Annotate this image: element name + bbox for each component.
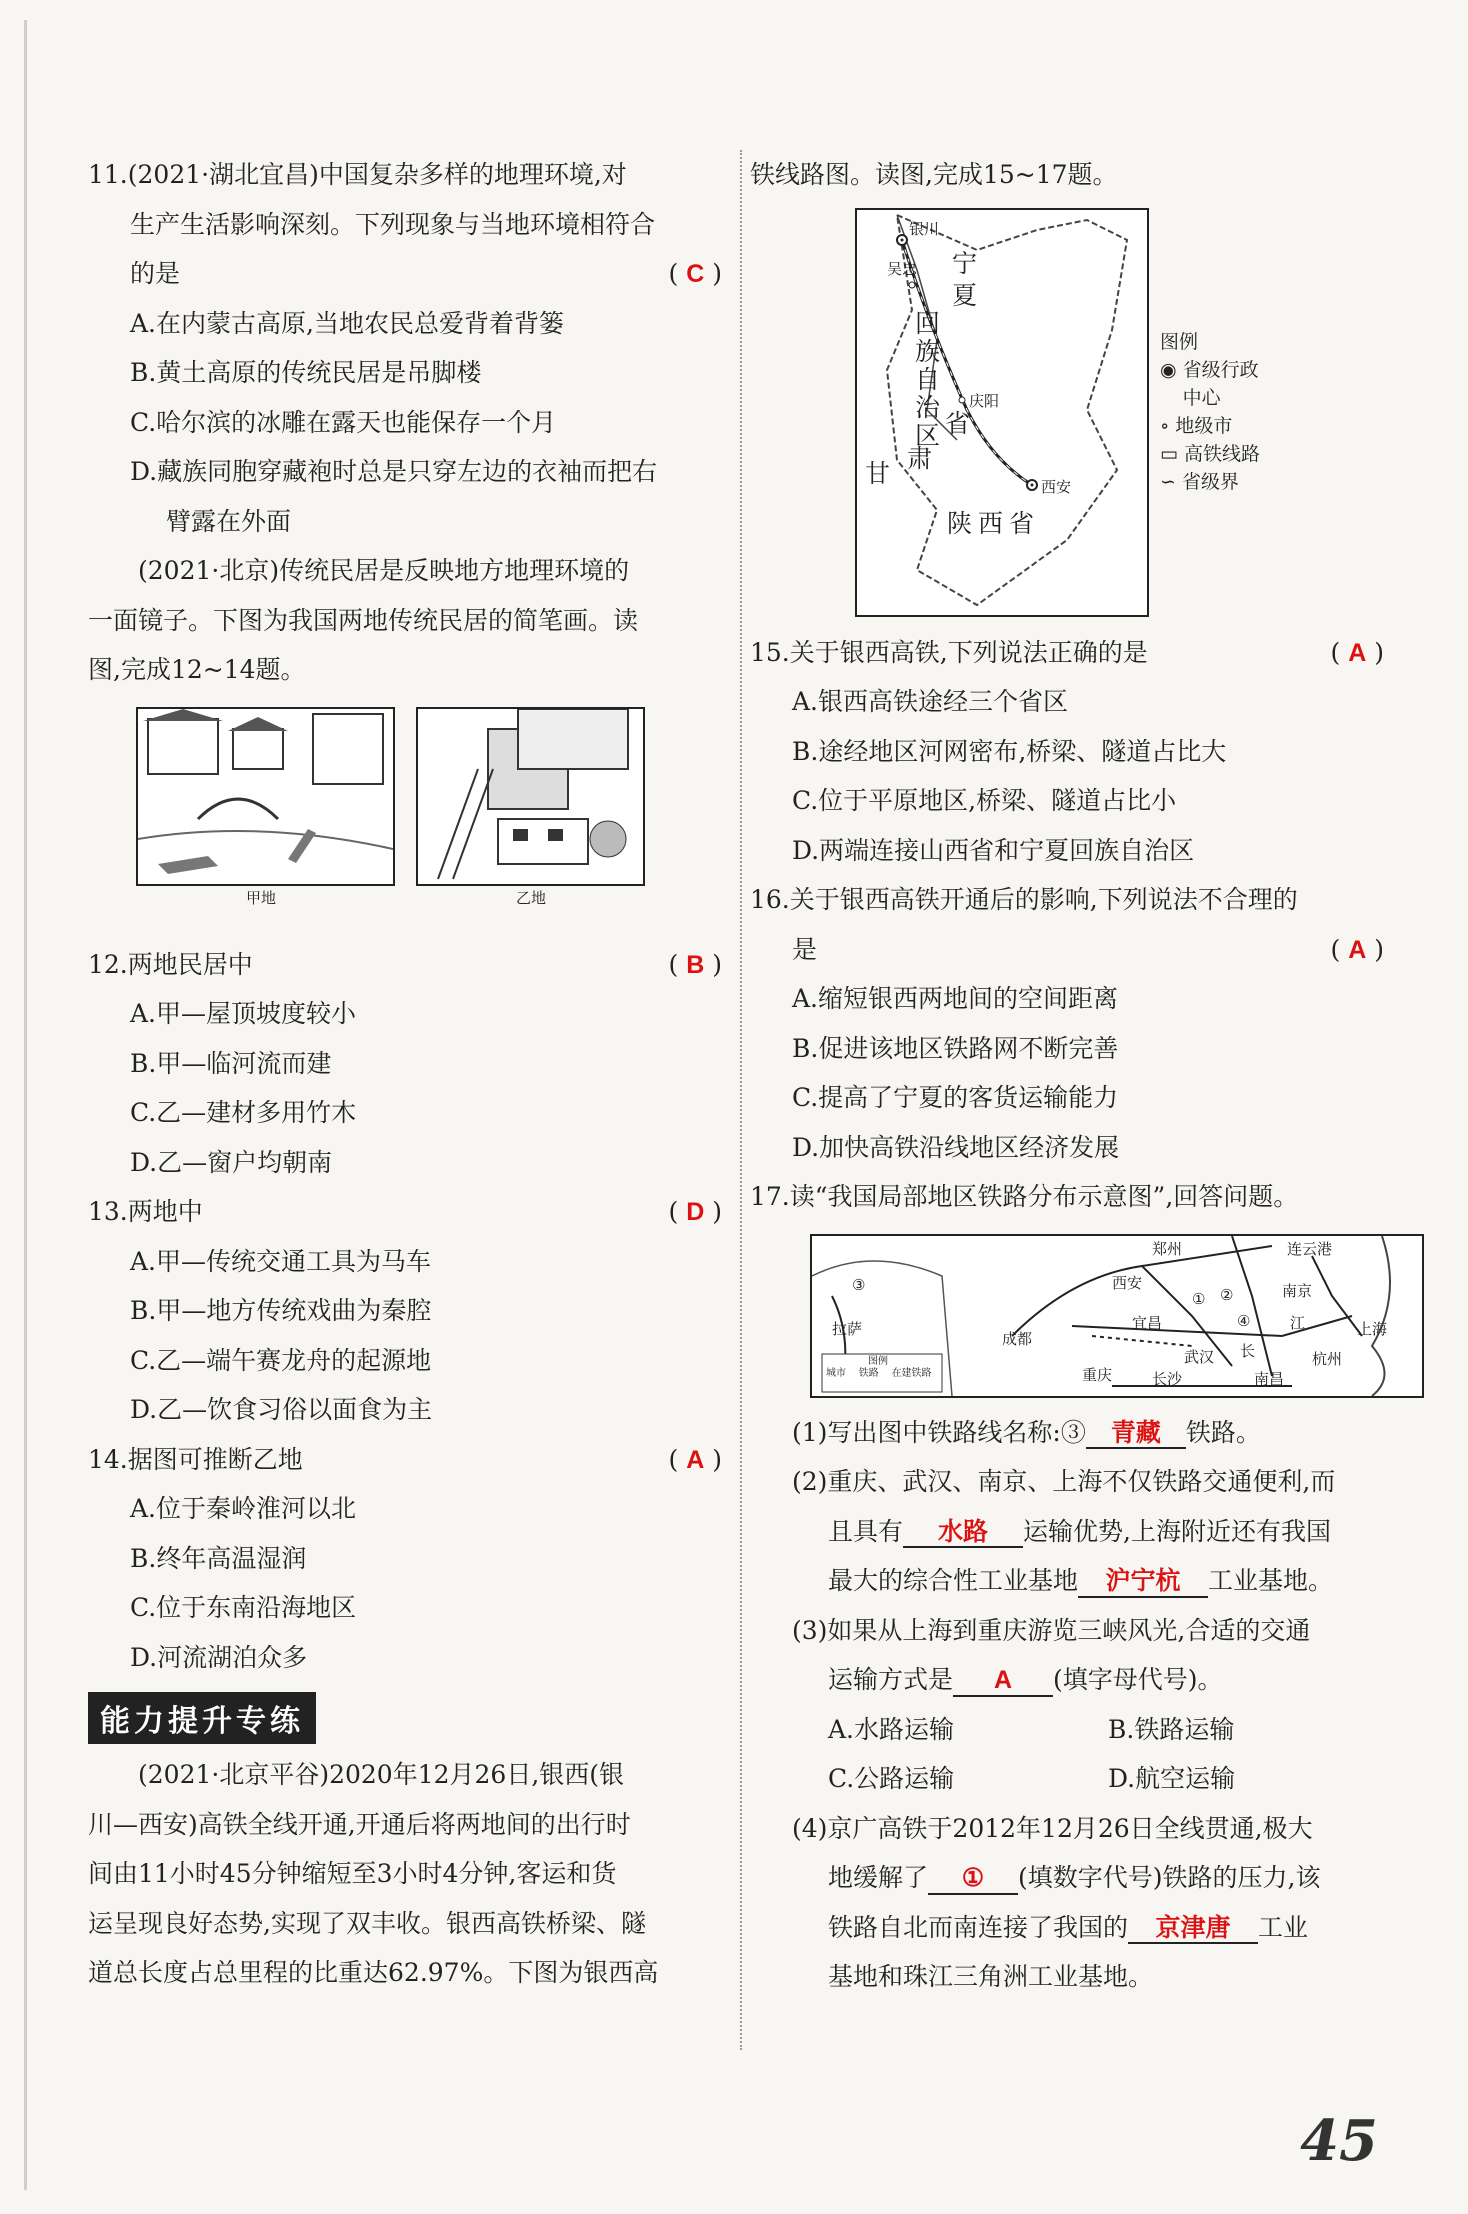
rail-legend-title: 图例 [868, 1355, 888, 1367]
q11-option: C.哈尔滨的冰雕在露天也能保存一个月 [130, 407, 557, 437]
intro15-cont: 铁线路图。读图,完成15~17题。 [750, 160, 1118, 189]
rail-number: ③ [852, 1276, 866, 1294]
figure-label-jia: 甲地 [246, 889, 277, 907]
q17-text: 铁路自北而南连接了我国的 [828, 1912, 1129, 1942]
q17-text: 铁路。 [1185, 1417, 1261, 1447]
intro12-line: 图,完成12~14题。 [88, 655, 306, 684]
q11-option: B.黄土高原的传统民居是吊脚楼 [130, 358, 482, 387]
rail-legend [826, 1356, 932, 1380]
map-region: 陕西省 [947, 508, 1041, 538]
q17-part3-options [750, 1705, 1390, 1755]
map-region: 回 [915, 308, 941, 338]
yinxi-map-legend [1160, 328, 1263, 496]
q16-option: C.提高了宁夏的客货运输能力 [792, 1083, 1119, 1112]
rail-place: 连云港 [1287, 1240, 1333, 1258]
intro15-line: 间由11小时45分钟缩短至3小时4分钟,客运和货 [88, 1859, 617, 1888]
q17-stem: 17.读“我国局部地区铁路分布示意图”,回答问题。 [750, 1182, 1299, 1211]
legend-item [1160, 356, 1263, 412]
q17-part4 [750, 1853, 1390, 1903]
page-edge [24, 20, 27, 2190]
map-place: 吴忠 [887, 260, 918, 278]
q17-part4 [750, 1903, 1390, 1953]
map-region: 甘 [865, 458, 891, 488]
q12-option: C.乙—建材多用竹木 [130, 1098, 357, 1127]
legend-item [1160, 468, 1263, 496]
q14-stem [88, 1435, 728, 1485]
jia-sketch [138, 709, 393, 884]
legend-label: 高铁线路 [1184, 442, 1261, 465]
q17-part2 [750, 1507, 1390, 1557]
q17-part2: (2)重庆、武汉、南京、上海不仅铁路交通便利,而 [792, 1467, 1336, 1496]
q14-stem-text: 14.据图可推断乙地 [88, 1444, 303, 1474]
q11-option: A.在内蒙古高原,当地农民总爱背着背篓 [130, 308, 564, 338]
map-region: 区 [915, 420, 941, 450]
houses-figure [136, 707, 728, 932]
answer-paren: ( D ) [668, 1197, 722, 1226]
q17-text: 地缓解了 [828, 1863, 929, 1892]
q17-part3-options [750, 1754, 1390, 1804]
intro15-line: 道总长度占总里程的比重达62.97%。下图为银西高 [88, 1958, 659, 1987]
q17-fill: 京津唐 [1128, 1915, 1258, 1945]
q15-option: A.银西高铁途经三个省区 [792, 687, 1069, 716]
map-region: 肃 [907, 443, 933, 473]
yinxi-map-figure [750, 208, 1390, 628]
rail-place: 上海 [1357, 1320, 1388, 1338]
q16-stem: 16.关于银西高铁开通后的影响,下列说法不合理的 [750, 885, 1298, 914]
q13-stem-text: 13.两地中 [88, 1197, 203, 1226]
q17-text: 工业基地。 [1208, 1566, 1334, 1595]
figure-jia [136, 707, 395, 886]
q14-option: A.位于秦岭淮河以北 [130, 1494, 357, 1523]
q17-part1 [750, 1408, 1390, 1458]
capital-icon: ◉ [1160, 358, 1183, 381]
q13-answer: D [686, 1198, 705, 1226]
rail-legend-item: 在建铁路 [891, 1367, 932, 1379]
rail-place: 南昌 [1254, 1370, 1285, 1388]
q17-text: 运输优势,上海附近还有我国 [1023, 1516, 1331, 1546]
q16-option: B.促进该地区铁路网不断完善 [792, 1033, 1119, 1063]
q17-text: 且具有 [828, 1516, 904, 1546]
q16-option: A.缩短银西两地间的空间距离 [792, 984, 1119, 1013]
q11-line: 生产生活影响深刻。下列现象与当地环境相符合 [130, 209, 656, 239]
rail-legend-item: 城市 [826, 1367, 846, 1379]
q12-stem [88, 940, 728, 990]
q11-line-text: 的是 [130, 259, 181, 288]
rail-place: 长沙 [1152, 1370, 1183, 1388]
q17-text: 运输方式是 [828, 1665, 954, 1694]
answer-paren: ( A ) [668, 1444, 722, 1474]
answer-paren: ( C ) [668, 259, 722, 288]
q17-option: C.公路运输 [828, 1764, 955, 1793]
q14-option: B.终年高温湿润 [130, 1543, 307, 1573]
intro12-line: (2021·北京)传统民居是反映地方地理环境的 [138, 556, 630, 585]
q15-option: C.位于平原地区,桥梁、隧道占比小 [792, 786, 1177, 815]
rail-number: ② [1220, 1286, 1234, 1304]
q17-option: D.航空运输 [1108, 1764, 1236, 1793]
q13-stem [88, 1187, 728, 1237]
rail-place: 宜昌 [1132, 1314, 1163, 1332]
q17-text: (1)写出图中铁路线名称:③ [792, 1417, 1086, 1447]
map-region: 自 [915, 364, 941, 394]
rail-place: 杭州 [1312, 1350, 1343, 1368]
q11-option-cont: 臂露在外面 [166, 506, 292, 536]
q15-stem [750, 628, 1390, 678]
legend-label: 省级行政中心 [1182, 358, 1259, 409]
q17-part4: 基地和珠江三角洲工业基地。 [828, 1962, 1154, 1991]
q17-fill: A [953, 1667, 1053, 1697]
q17-fill: 青藏 [1086, 1420, 1186, 1450]
railway-map [810, 1234, 1424, 1398]
rail-number: ① [1192, 1290, 1206, 1308]
map-place: 银川 [909, 220, 940, 238]
q17-part3: (3)如果从上海到重庆游览三峡风光,合适的交通 [792, 1615, 1311, 1645]
legend-item [1160, 440, 1263, 468]
q13-option: A.甲—传统交通工具为马车 [130, 1246, 432, 1276]
map-place: 西安 [1041, 478, 1072, 496]
q13-option: D.乙—饮食习俗以面食为主 [130, 1395, 433, 1424]
right-column [750, 150, 1390, 2002]
boundary-icon: ∽ [1160, 470, 1182, 493]
legend-title: 图例 [1160, 330, 1199, 353]
map-place: 庆阳 [969, 392, 1000, 410]
map-region: 族 [915, 336, 941, 366]
answer-paren: ( B ) [668, 949, 722, 979]
rail-place: 成都 [1002, 1330, 1033, 1348]
map-region: 宁 [952, 248, 978, 278]
figure-yi [416, 707, 645, 886]
q17-part4: (4)京广高铁于2012年12月26日全线贯通,极大 [792, 1813, 1313, 1843]
q17-text: 最大的综合性工业基地 [828, 1566, 1079, 1595]
q17-fill: 水路 [903, 1519, 1023, 1549]
q12-answer: B [686, 950, 705, 979]
q13-option: B.甲—地方传统戏曲为秦腔 [130, 1296, 432, 1325]
q11-line [88, 249, 728, 299]
q17-option: B.铁路运输 [1108, 1714, 1235, 1744]
intro12-line: 一面镜子。下图为我国两地传统民居的简笔画。读 [88, 605, 639, 635]
legend-label: 地级市 [1175, 414, 1233, 437]
left-column [88, 150, 728, 1998]
q16-stem [750, 925, 1390, 975]
column-divider [740, 150, 744, 2050]
rail-place: 江 [1290, 1314, 1306, 1332]
q12-stem-text: 12.两地民居中 [88, 949, 253, 979]
q17-text: (填数字代号)铁路的压力,该 [1018, 1863, 1321, 1892]
intro15-line: 川—西安)高铁全线开通,开通后将两地间的出行时 [88, 1809, 631, 1839]
q15-option: B.途经地区河网密布,桥梁、隧道占比大 [792, 736, 1227, 766]
q14-option: C.位于东南沿海地区 [130, 1593, 357, 1622]
rail-place: 长 [1240, 1342, 1256, 1360]
legend-item [1160, 412, 1263, 440]
q14-option: D.河流湖泊众多 [130, 1642, 308, 1672]
page-number: 45 [1300, 2108, 1378, 2174]
map-region: 夏 [952, 280, 978, 310]
q16-option: D.加快高铁沿线地区经济发展 [792, 1132, 1120, 1162]
yi-sketch [418, 709, 643, 884]
q17-option: A.水路运输 [828, 1714, 955, 1744]
answer-paren: ( A ) [1330, 637, 1384, 667]
yinxi-map [855, 208, 1149, 617]
q16-stem-text: 是 [792, 934, 818, 964]
q11-option: D.藏族同胞穿藏袍时总是只穿左边的衣袖而把右 [130, 457, 658, 486]
map-region: 省 [945, 408, 971, 438]
figure-label-yi: 乙地 [516, 889, 547, 907]
q16-answer: A [1348, 935, 1367, 964]
q14-answer: A [686, 1445, 705, 1474]
rail-legend-item: 铁路 [858, 1367, 879, 1379]
q15-stem-text: 15.关于银西高铁,下列说法正确的是 [750, 637, 1148, 667]
rail-place: 重庆 [1082, 1366, 1113, 1384]
city-icon: ∘ [1160, 414, 1176, 437]
rail-place: 武汉 [1184, 1348, 1215, 1366]
railway-icon: ▭ [1160, 442, 1184, 465]
q17-part3 [750, 1655, 1390, 1705]
map-region: 治 [915, 392, 941, 422]
q15-option: D.两端连接山西省和宁夏回族自治区 [792, 835, 1195, 865]
q11-line: 11.(2021·湖北宜昌)中国复杂多样的地理环境,对 [88, 160, 627, 189]
q17-fill: ① [928, 1865, 1018, 1895]
rail-place: 拉萨 [832, 1320, 863, 1338]
q17-fill: 沪宁杭 [1078, 1568, 1208, 1598]
q17-part2 [750, 1556, 1390, 1606]
q17-text: (填字母代号)。 [1053, 1665, 1223, 1694]
section-title: 能力提升专练 [88, 1692, 316, 1744]
q12-option: D.乙—窗户均朝南 [130, 1147, 333, 1177]
q13-option: C.乙—端午赛龙舟的起源地 [130, 1345, 432, 1375]
rail-number: ④ [1237, 1312, 1251, 1330]
q17-text: 工业 [1258, 1912, 1309, 1942]
q15-answer: A [1348, 638, 1367, 667]
q12-option: B.甲—临河流而建 [130, 1048, 332, 1078]
legend-label: 省级界 [1181, 470, 1239, 493]
intro15-line: (2021·北京平谷)2020年12月26日,银西(银 [138, 1760, 625, 1789]
rail-place: 郑州 [1152, 1240, 1183, 1258]
q11-answer: C [686, 260, 705, 288]
q12-option: A.甲—屋顶坡度较小 [130, 999, 357, 1028]
intro15-line: 运呈现良好态势,实现了双丰收。银西高铁桥梁、隧 [88, 1908, 646, 1938]
rail-place: 南京 [1282, 1282, 1313, 1300]
answer-paren: ( A ) [1330, 934, 1384, 964]
rail-place: 西安 [1112, 1274, 1143, 1292]
